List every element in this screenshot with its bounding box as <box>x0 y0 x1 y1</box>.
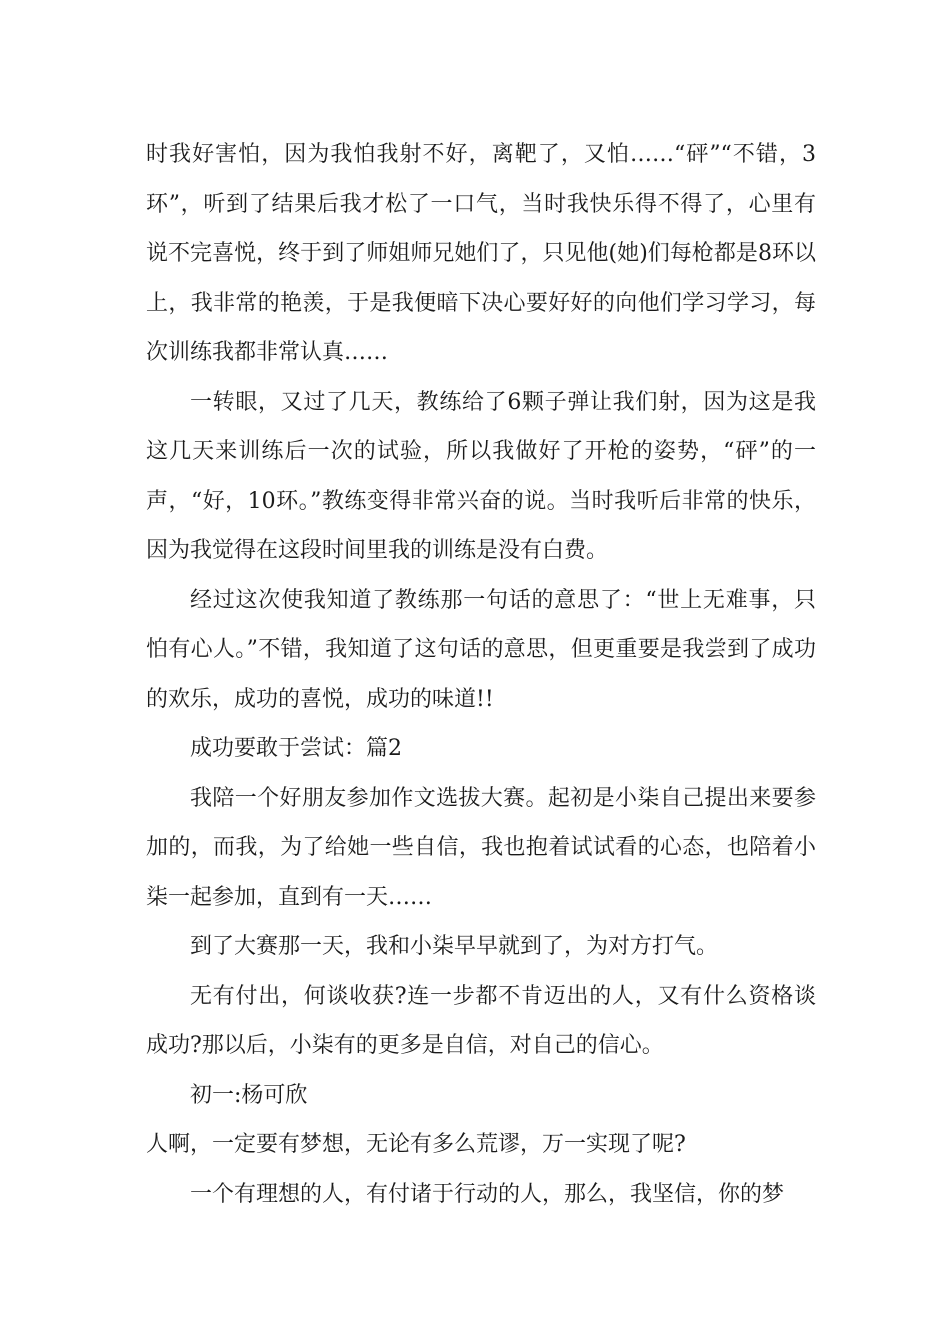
section-heading: 成功要敢于尝试：篇2 <box>190 736 402 761</box>
document-body <box>146 130 816 1219</box>
paragraph-6: 无有付出，何谈收获?连一步都不肯迈出的人，又有什么资格谈成功?那以后，小柒有的更多是自信，对自己的信心。 <box>146 983 816 1058</box>
author-line: 初一:杨可欣 <box>190 1082 308 1108</box>
paragraph-2: 一转眼，又过了几天，教练给了6颗子弹让我们射，因为这是我这几天来训练后一次的试验，所以我做好了开枪的姿势，“砰”的一声，“好，10环。”教练变得非常兴奋的说。当时我听后非常的快乐，因为我觉得在这段时间里我的训练是没有白费。 <box>146 389 816 563</box>
paragraph-8: 一个有理想的人，有付诸于行动的人，那么，我坚信，你的梦 <box>190 1181 785 1207</box>
paragraph-3: 经过这次使我知道了教练那一句话的意思了：“世上无难事，只怕有心人。”不错，我知道了这句话的意思，但更重要是我尝到了成功的欢乐，成功的喜悦，成功的味道!! <box>146 587 816 712</box>
paragraph-5: 到了大赛那一天，我和小柒早早就到了，为对方打气。 <box>190 934 719 959</box>
paragraph-1: 时我好害怕，因为我怕我射不好，离靶了，又怕……“砰”“不错，3环”，听到了结果后我才松了一口气，当时我快乐得不得了，心里有说不完喜悦，终于到了师姐师兄她们了，只见他(她)们每枪都是8环以上，我非常的艳羡，于是我便暗下决心要好好的向他们学习学习，每次训练我都非常认真…… <box>146 142 816 365</box>
paragraph-4: 我陪一个好朋友参加作文选拔大赛。起初是小柒自己提出来要参加的，而我，为了给她一些自信，我也抱着试试看的心态，也陪着小柒一起参加，直到有一天…… <box>146 785 816 910</box>
paragraph-7: 人啊，一定要有梦想，无论有多么荒谬，万一实现了呢? <box>146 1132 686 1157</box>
